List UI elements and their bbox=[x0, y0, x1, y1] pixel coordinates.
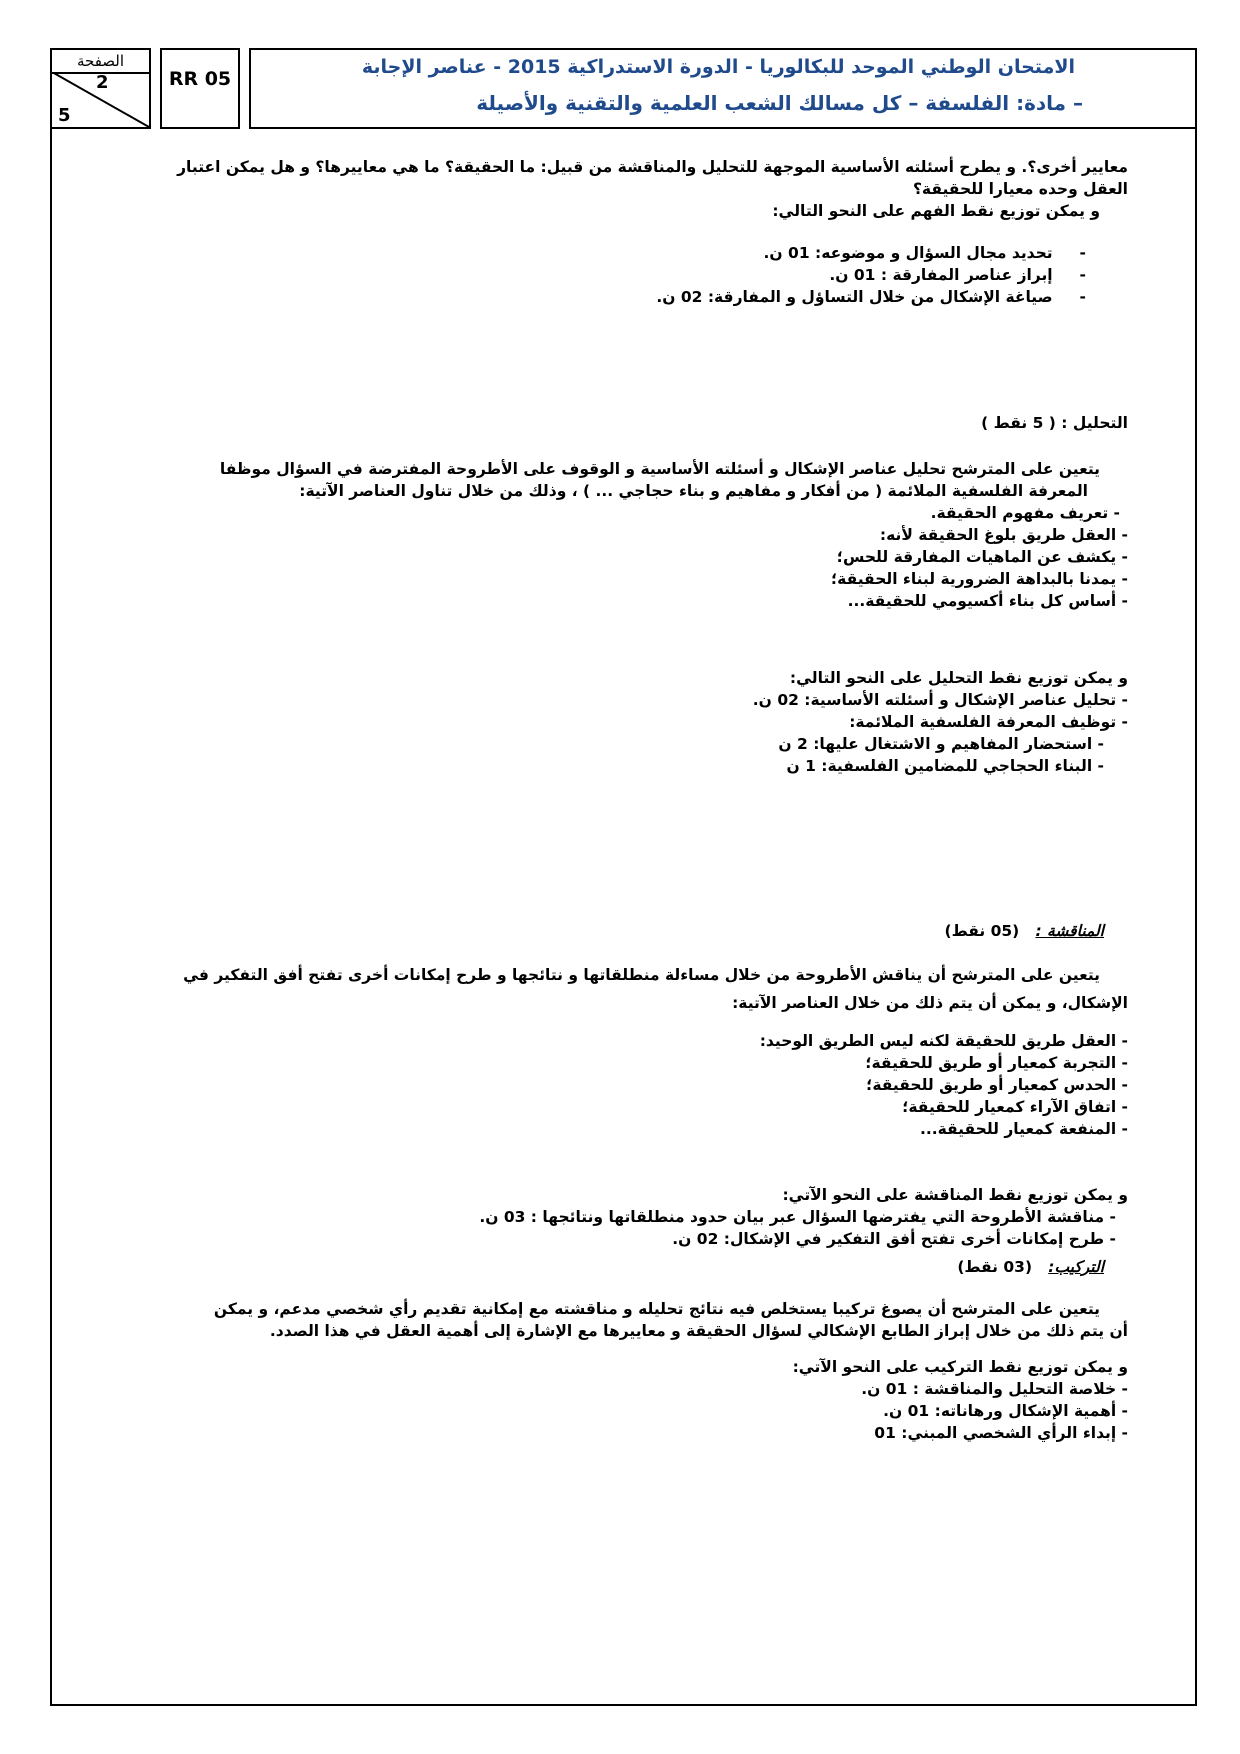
intro-paragraph bbox=[140, 156, 1128, 200]
page-frame bbox=[50, 129, 1197, 1706]
list-item: - الحدس كمعيار أو طريق للحقيقة؛ bbox=[140, 1074, 1128, 1096]
synthesis-paragraph bbox=[88, 1298, 1128, 1342]
discussion-elements bbox=[140, 1030, 1128, 1140]
list-item: - أهمية الإشكال ورهاناته: 01 ن. bbox=[140, 1400, 1128, 1422]
list-item: - المنفعة كمعيار للحقيقة... bbox=[140, 1118, 1128, 1140]
list-item: - التجربة كمعيار أو طريق للحقيقة؛ bbox=[140, 1052, 1128, 1074]
exam-code-box bbox=[160, 48, 240, 129]
synthesis-heading-points: (03 نقط) bbox=[957, 1258, 1033, 1276]
discussion-text-line-1: يتعين على المترشح أن يناقش الأطروحة من خلال مساءلة منطلقاتها و نتائجها و طرح إمكانات أخرى تفتح أفق التفكير في bbox=[183, 966, 1100, 984]
list-item: - تعريف مفهوم الحقيقة. bbox=[140, 502, 1128, 524]
exam-header bbox=[50, 48, 1197, 129]
list-item: - اتفاق الآراء كمعيار للحقيقة؛ bbox=[140, 1096, 1128, 1118]
list-item: - توظيف المعرفة الفلسفية الملائمة: bbox=[140, 711, 1128, 733]
list-item: - إبراز عناصر المفارقة : 01 ن. bbox=[140, 264, 1086, 286]
synthesis-heading-label: التركيب: bbox=[1048, 1258, 1104, 1276]
list-item: - تحديد مجال السؤال و موضوعه: 01 ن. bbox=[140, 242, 1086, 264]
discussion-heading bbox=[140, 920, 1128, 942]
synthesis-grading-list bbox=[140, 1378, 1128, 1444]
analysis-grading-list bbox=[140, 689, 1128, 777]
list-item: - العقل طريق للحقيقة لكنه ليس الطريق الوحيد: bbox=[140, 1030, 1128, 1052]
analysis-text-line-2: المعرفة الفلسفية الملائمة ( من أفكار و مفاهيم و بناء حجاجي ... ) ، وذلك من خلال تناول العناصر الآتية: bbox=[299, 482, 1088, 500]
synthesis-grading-intro: و يمكن توزيع نقط التركيب على النحو الآتي: bbox=[792, 1358, 1128, 1376]
list-item: - البناء الحجاجي للمضامين الفلسفية: 1 ن bbox=[140, 755, 1128, 777]
list-item: - مناقشة الأطروحة التي يفترضها السؤال عبر بيان حدود منطلقاتها ونتائجها : 03 ن. bbox=[140, 1206, 1116, 1228]
synthesis-section bbox=[140, 1256, 1128, 1278]
page-number-box bbox=[50, 48, 151, 129]
analysis-list bbox=[140, 502, 1128, 612]
exam-title-line1: الامتحان الوطني الموحد للبكالوريا - الدورة الاستدراكية 2015 - عناصر الإجابة bbox=[361, 56, 1075, 78]
discussion-heading-points: (05 نقط) bbox=[944, 922, 1020, 940]
analysis-grading-intro: و يمكن توزيع نقط التحليل على النحو التالي: bbox=[789, 669, 1128, 687]
page-label: الصفحة bbox=[76, 52, 125, 70]
list-item: - خلاصة التحليل والمناقشة : 01 ن. bbox=[140, 1378, 1128, 1400]
list-item: - يكشف عن الماهيات المفارقة للحس؛ bbox=[140, 546, 1128, 568]
analysis-grading bbox=[140, 667, 1128, 777]
synthesis-grading bbox=[140, 1356, 1128, 1444]
understanding-grading bbox=[140, 200, 1128, 308]
discussion-paragraph bbox=[88, 964, 1128, 1014]
list-item: - العقل طريق بلوغ الحقيقة لأنه: bbox=[140, 524, 1128, 546]
exam-title-box bbox=[249, 48, 1197, 129]
analysis-section bbox=[140, 412, 1128, 434]
understanding-list bbox=[140, 242, 1128, 308]
exam-title-line2: – مادة: الفلسفة – كل مسالك الشعب العلمية والتقنية والأصيلة bbox=[476, 91, 1083, 115]
discussion-grading bbox=[140, 1184, 1128, 1250]
discussion-grading-intro: و يمكن توزيع نقط المناقشة على النحو الآتي: bbox=[782, 1186, 1128, 1204]
intro-line-2: العقل وحده معيارا للحقيقة؟ bbox=[912, 180, 1128, 198]
list-item: - استحضار المفاهيم و الاشتغال عليها: 2 ن bbox=[140, 733, 1128, 755]
list-item: - يمدنا بالبداهة الضرورية لبناء الحقيقة؛ bbox=[140, 568, 1128, 590]
list-item: - طرح إمكانات أخرى تفتح أفق التفكير في الإشكال: 02 ن. bbox=[140, 1228, 1116, 1250]
synthesis-text-line-1: يتعين على المترشح أن يصوغ تركيبا يستخلص فيه نتائج تحليله و مناقشته مع إمكانية تقديم رأي شخصي مدعم، و يمكن bbox=[213, 1300, 1100, 1318]
synthesis-heading bbox=[140, 1256, 1128, 1278]
list-item: - أساس كل بناء أكسيومي للحقيقة... bbox=[140, 590, 1128, 612]
intro-line-1: معايير أخرى؟. و يطرح أسئلته الأساسية الموجهة للتحليل والمناقشة من قبيل: ما الحقيقة؟ ما هي معاييرها؟ و هل يمكن اعتبار bbox=[177, 158, 1128, 176]
page-current: 2 bbox=[96, 72, 109, 93]
page-total: 5 bbox=[58, 105, 71, 126]
discussion-heading-label: المناقشة : bbox=[1035, 922, 1104, 940]
understanding-intro: و يمكن توزيع نقط الفهم على النحو التالي: bbox=[772, 202, 1100, 220]
exam-code: RR 05 bbox=[168, 68, 232, 90]
discussion-list bbox=[140, 1030, 1128, 1140]
discussion-text-line-2: الإشكال، و يمكن أن يتم ذلك من خلال العناصر الآتية: bbox=[732, 994, 1128, 1012]
discussion-grading-list bbox=[140, 1206, 1128, 1250]
analysis-text-line-1: يتعين على المترشح تحليل عناصر الإشكال و أسئلته الأساسية و الوقوف على الأطروحة المفترضة في السؤال موظفا bbox=[219, 460, 1100, 478]
analysis-paragraph bbox=[88, 458, 1128, 502]
analysis-heading: التحليل : ( 5 نقط ) bbox=[981, 414, 1128, 432]
analysis-elements bbox=[140, 502, 1128, 612]
list-item: - صياغة الإشكال من خلال التساؤل و المفارقة: 02 ن. bbox=[140, 286, 1086, 308]
list-item: - إبداء الرأي الشخصي المبني: 01 bbox=[140, 1422, 1128, 1444]
list-item: - تحليل عناصر الإشكال و أسئلته الأساسية: 02 ن. bbox=[140, 689, 1128, 711]
synthesis-text-line-2: أن يتم ذلك من خلال إبراز الطابع الإشكالي لسؤال الحقيقة و معاييرها مع الإشارة إلى أهمية العقل في هذا الصدد. bbox=[269, 1322, 1128, 1340]
discussion-section bbox=[140, 920, 1128, 942]
